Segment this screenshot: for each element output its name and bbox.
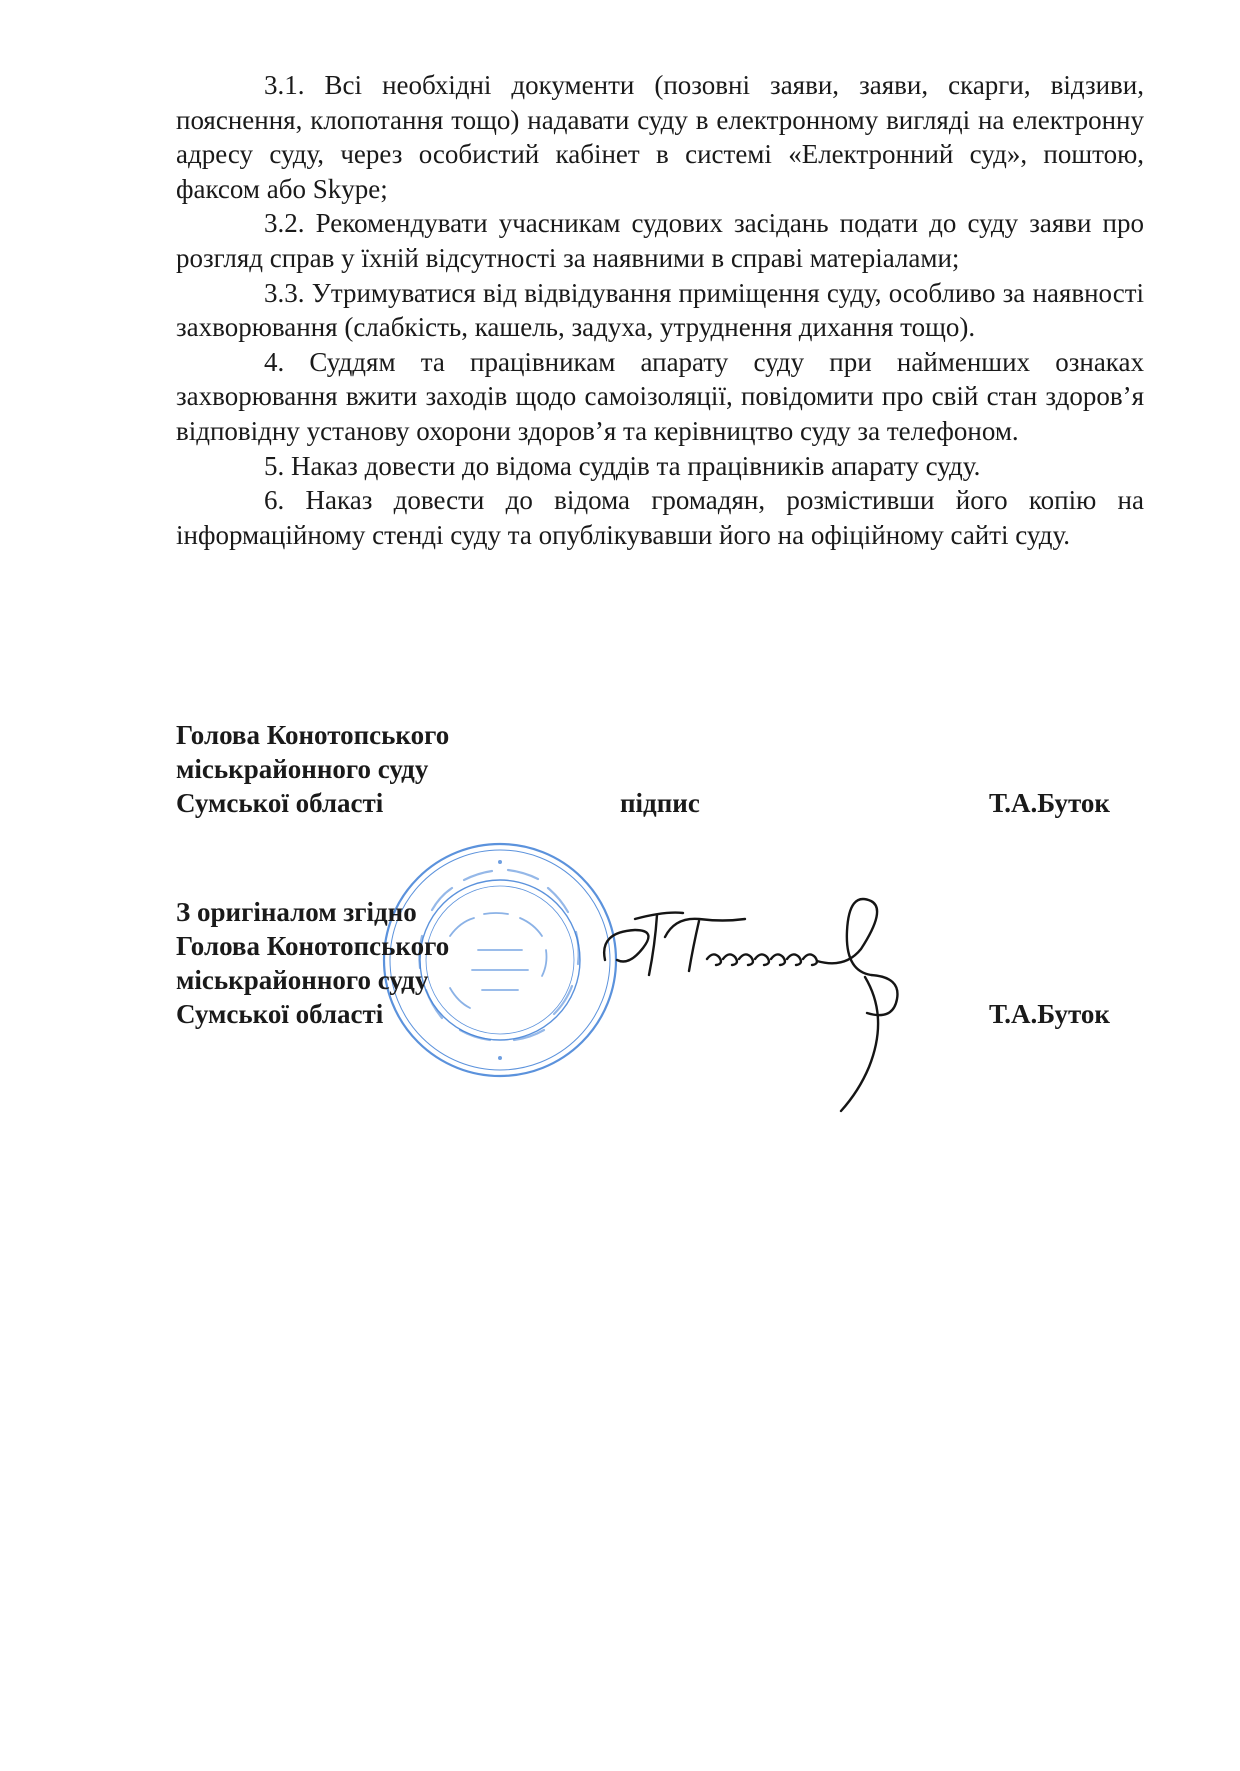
certifier-title-line: Голова Конотопського	[176, 931, 450, 961]
document-body	[176, 68, 1144, 552]
signatory-title	[176, 718, 449, 820]
paragraph-3-3: 3.3. Утримуватися від відвідування приміщення суду, особливо за наявності захворювання (слабкість, кашель, задуха, утруднення дихання тощо).	[176, 277, 1144, 343]
paragraph-3-2: 3.2. Рекомендувати учасникам судових засідань подати до суду заяви про розгляд справ у їхній відсутності за наявними в справі матеріалами;	[176, 208, 1144, 273]
signatory-title-line: міськрайонного суду	[176, 754, 429, 784]
attestation-line: З оригіналом згідно	[176, 897, 417, 927]
paragraph-6: 6. Наказ довести до відома громадян, розмістивши його копію на інформаційному стенді суду та опублікувавши його на офіційному сайті суду.	[176, 485, 1144, 550]
paragraph-3-1: 3.1. Всі необхідні документи (позовні заяви, заяви, скарги, відзиви, пояснення, клопотання тощо) надавати суду в електронному вигляді на електронну адресу суду, через особистий кабінет в системі «Електронний суд», поштою, факсом або Skype;	[176, 70, 1144, 204]
paragraph-5: 5. Наказ довести до відома суддів та працівників апарату суду.	[264, 450, 981, 481]
certifier-title-line: Сумської області	[176, 999, 384, 1029]
signature-placeholder: підпис	[620, 788, 700, 818]
signatory-name: Т.А.Буток	[989, 788, 1110, 818]
paragraph-4: 4. Суддям та працівникам апарату суду при найменших ознаках захворювання вжити заходів щодо самоізоляції, повідомити про свій стан здоров’я відповідну установу охорони здоров’я та керівництво суду за телефоном.	[176, 346, 1144, 446]
signatory-title-line: Сумської області	[176, 788, 384, 818]
signatory-title-line: Голова Конотопського	[176, 720, 450, 750]
handwritten-signature	[595, 885, 975, 1120]
certifier-title-line: міськрайонного суду	[176, 965, 429, 995]
certification-title	[176, 895, 449, 1031]
certifier-name: Т.А.Буток	[989, 999, 1110, 1029]
